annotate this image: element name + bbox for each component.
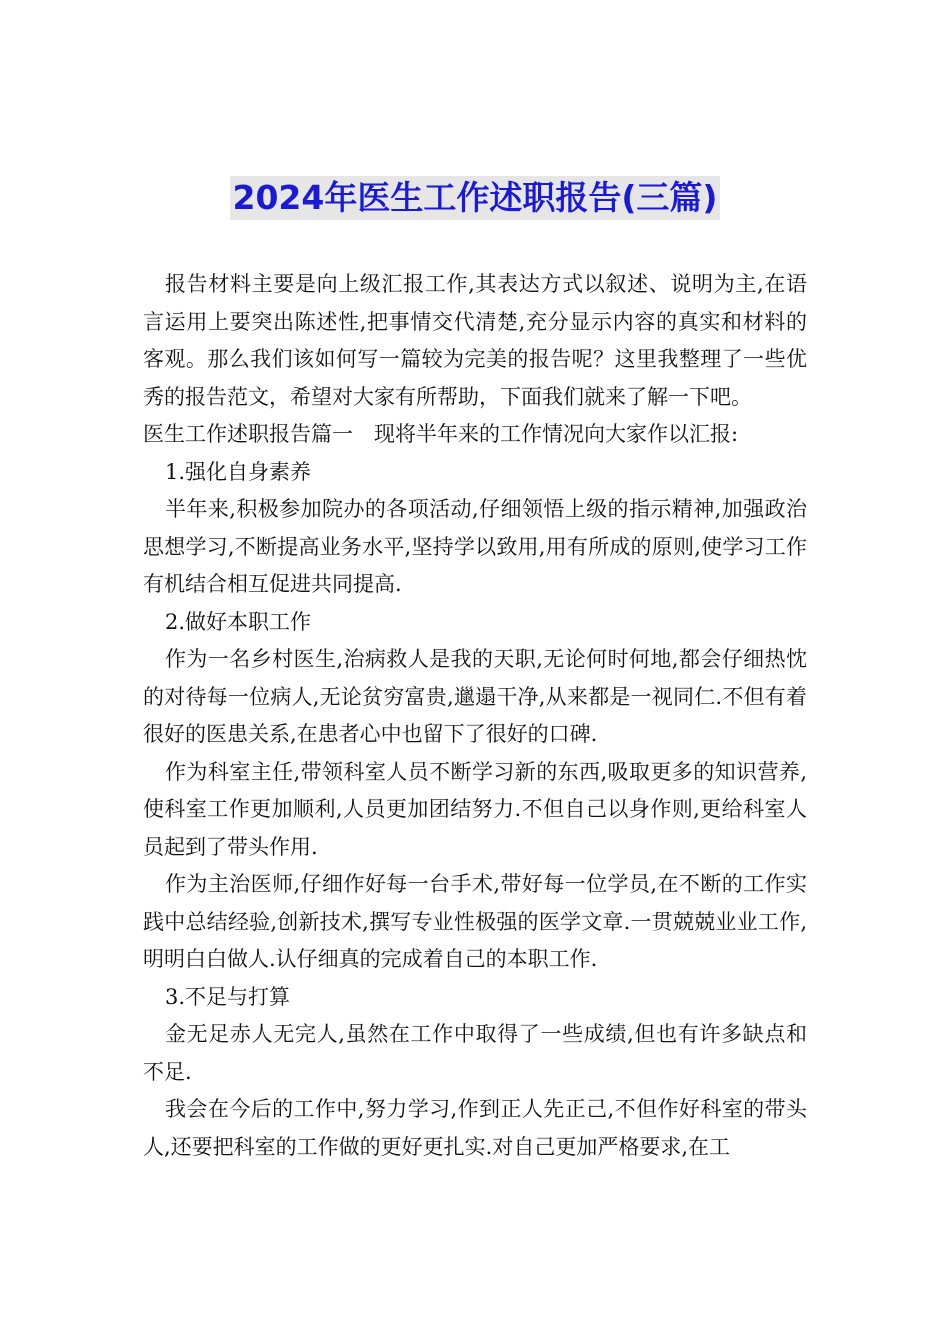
subheading-3: 3.不足与打算	[165, 984, 291, 1009]
subheading-1: 1.强化自身素养	[165, 459, 312, 484]
document-body	[143, 266, 807, 1166]
title-container	[0, 176, 950, 220]
intro-paragraph: 报告材料主要是向上级汇报工作,其表达方式以叙述、说明为主,在语言运用上要突出陈述性,把事情交代清楚,充分显示内容的真实和材料的客观。那么我们该如何写一篇较为完美的报告呢？这里我整理了一些优秀的报告范文，希望对大家有所帮助，下面我们就来了解一下吧。	[143, 272, 807, 409]
body-paragraph: 半年来,积极参加院办的各项活动,仔细领悟上级的指示精神,加强政治思想学习,不断提高业务水平,坚持学以致用,用有所成的原则,使学习工作有机结合相互促进共同提高.	[143, 497, 807, 596]
body-paragraph: 金无足赤人无完人,虽然在工作中取得了一些成绩,但也有许多缺点和不足.	[143, 1022, 807, 1084]
body-paragraph: 作为科室主任,带领科室人员不断学习新的东西,吸取更多的知识营养,使科室工作更加顺利,人员更加团结努力.不但自己以身作则,更给科室人员起到了带头作用.	[143, 759, 807, 859]
subheading-2: 2.做好本职工作	[165, 609, 312, 634]
document-title: 2024年医生工作述职报告(三篇)	[230, 176, 719, 220]
section-heading-paragraph: 医生工作述职报告篇一 现将半年来的工作情况向大家作以汇报:	[143, 422, 739, 446]
body-paragraph: 我会在今后的工作中,努力学习,作到正人先正己,不但作好科室的带头人,还要把科室的工作做的更好更扎实.对自己更加严格要求,在工	[143, 1097, 807, 1159]
body-paragraph: 作为一名乡村医生,治病救人是我的天职,无论何时何地,都会仔细热忱的对待每一位病人,无论贫穷富贵,邋遢干净,从来都是一视同仁.不但有着很好的医患关系,在患者心中也留下了很好的口碑.	[143, 647, 807, 746]
body-paragraph: 作为主治医师,仔细作好每一台手术,带好每一位学员,在不断的工作实践中总结经验,创新技术,撰写专业性极强的医学文章.一贯兢兢业业工作,明明白白做人.认仔细真的完成着自己的本职工作.	[143, 872, 807, 971]
